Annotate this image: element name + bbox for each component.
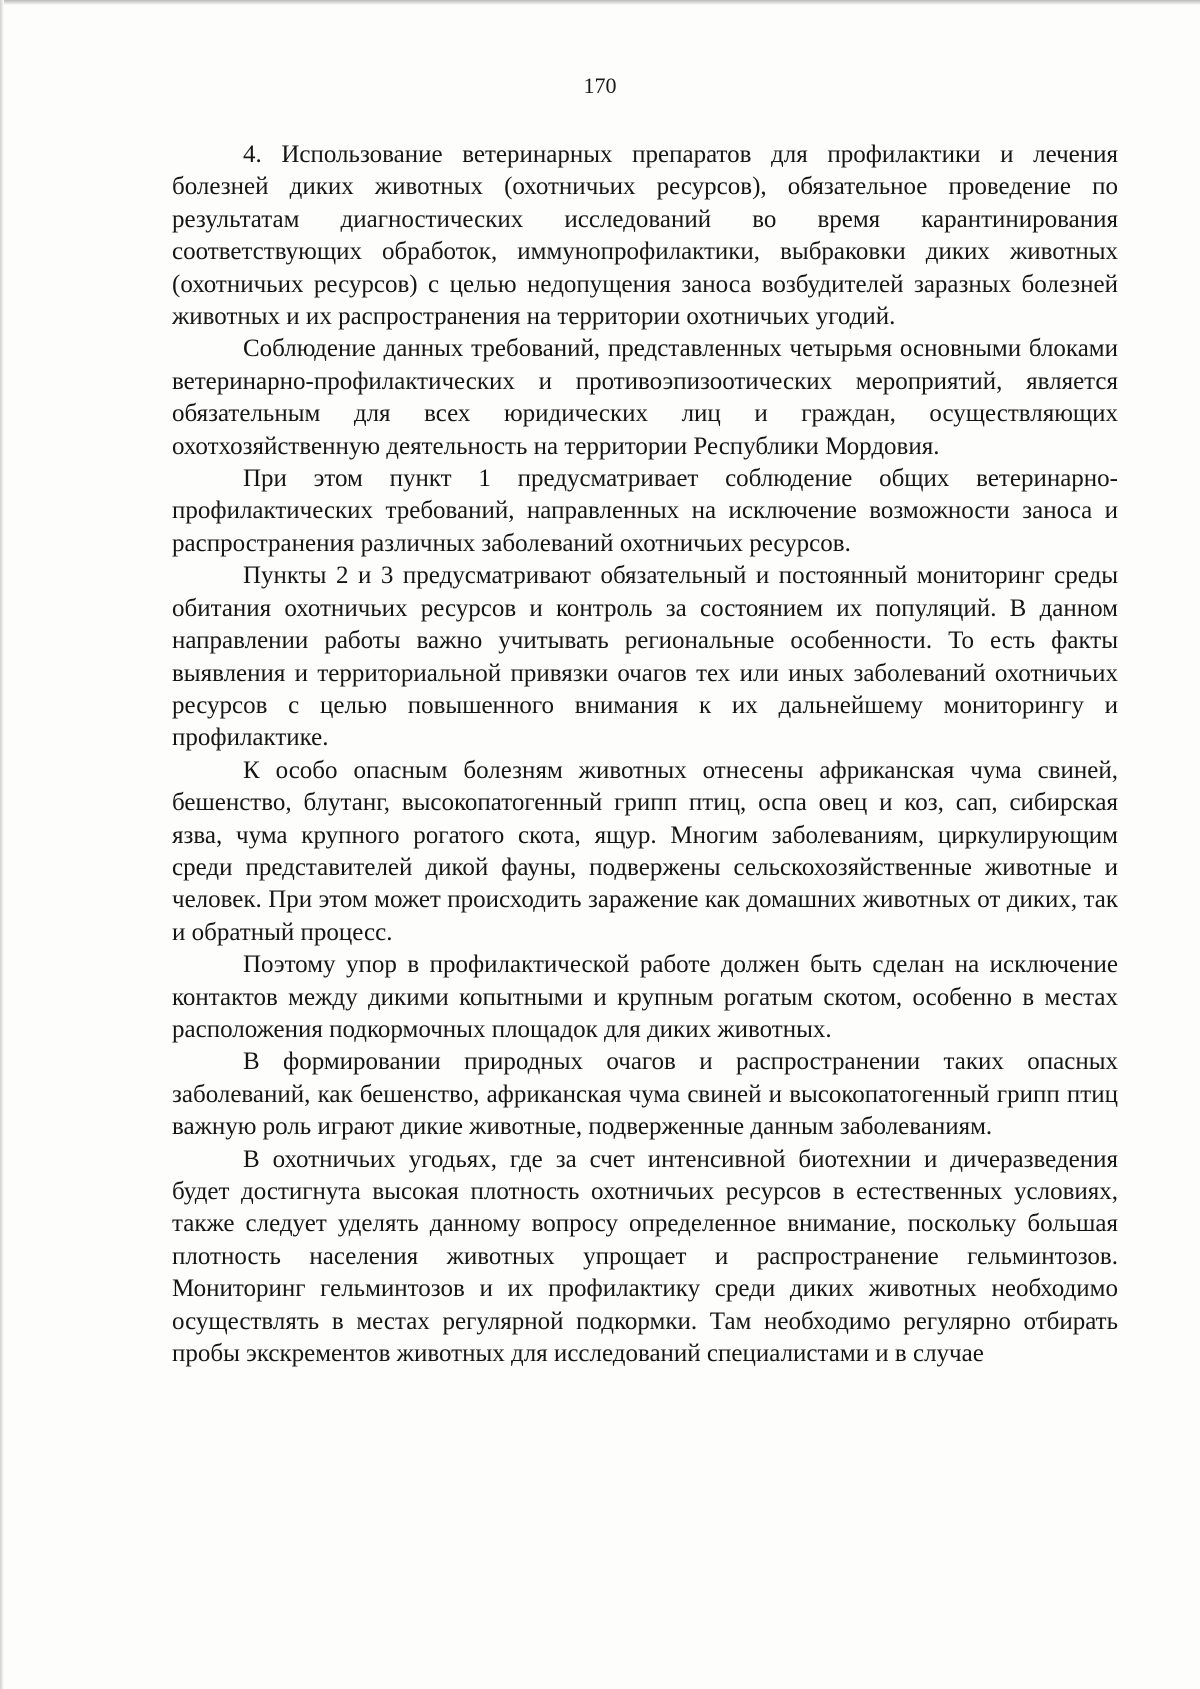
- scan-left-edge: [0, 0, 4, 1689]
- paragraph: 4. Использование ветеринарных препаратов для профилактики и лечения болезней диких животных (охотничьих ресурсов), обязательное проведение по результатам диагностических исследований во время карантинирования соответствующих обработок, иммунопрофилактики, выбраковки диких животных (охотничьих ресурсов) с целью недопущения заноса возбудителей заразных болезней животных и их распространения на территории охотничьих угодий.: [172, 141, 1118, 331]
- paragraph: Соблюдение данных требований, представленных четырьмя основными блоками ветеринарно-профилактических и противоэпизоотических мероприятий, является обязательным для всех юридических лиц и граждан, осуществляющих охотхозяйственную деятельность на территории Республики Мордовия.: [172, 335, 1118, 460]
- paragraph: К особо опасным болезням животных отнесены африканская чума свиней, бешенство, блутанг, высокопатогенный грипп птиц, оспа овец и коз, сап, сибирская язва, чума крупного рогатого скота, ящур. Многим заболеваниям, циркулирующим среди представителей дикой фауны, подвержены сельскохозяйственные животные и человек. При этом может происходить заражение как домашних животных от диких, так и обратный процесс.: [172, 756, 1118, 946]
- paragraph: В формировании природных очагов и распространении таких опасных заболеваний, как бешенство, африканская чума свиней и высокопатогенный грипп птиц важную роль играют дикие животные, подверженные данным заболеваниям.: [172, 1048, 1118, 1141]
- page-number: 170: [583, 73, 617, 98]
- paragraph: Пункты 2 и 3 предусматривают обязательный и постоянный мониторинг среды обитания охотничьих ресурсов и контроль за состоянием их популяций. В данном направлении работы важно учитывать региональные особенности. То есть факты выявления и территориальной привязки очагов тех или иных заболеваний охотничьих ресурсов с целью повышенного внимания к их дальнейшему мониторингу и профилактике.: [172, 562, 1118, 752]
- paragraph: В охотничьих угодьях, где за счет интенсивной биотехнии и дичеразведения будет достигнута высокая плотность охотничьих ресурсов в естественных условиях, также следует уделять данному вопросу определенное внимание, поскольку большая плотность населения животных упрощает и распространение гельминтозов. Мониторинг гельминтозов и их профилактику среди диких животных необходимо осуществлять в местах регулярной подкормки. Там необходимо регулярно отбирать пробы экскрементов животных для исследований специалистами и в случае: [172, 1145, 1118, 1368]
- paragraph: Поэтому упор в профилактической работе должен быть сделан на исключение контактов между дикими копытными и крупным рогатым скотом, особенно в местах расположения подкормочных площадок для диких животных.: [172, 951, 1118, 1043]
- paragraph: При этом пункт 1 предусматривает соблюдение общих ветеринарно-профилактических требований, направленных на исключение возможности заноса и распространения различных заболеваний охотничьих ресурсов.: [172, 465, 1118, 557]
- scan-top-edge: [0, 0, 1200, 5]
- document-body: [172, 139, 1118, 1370]
